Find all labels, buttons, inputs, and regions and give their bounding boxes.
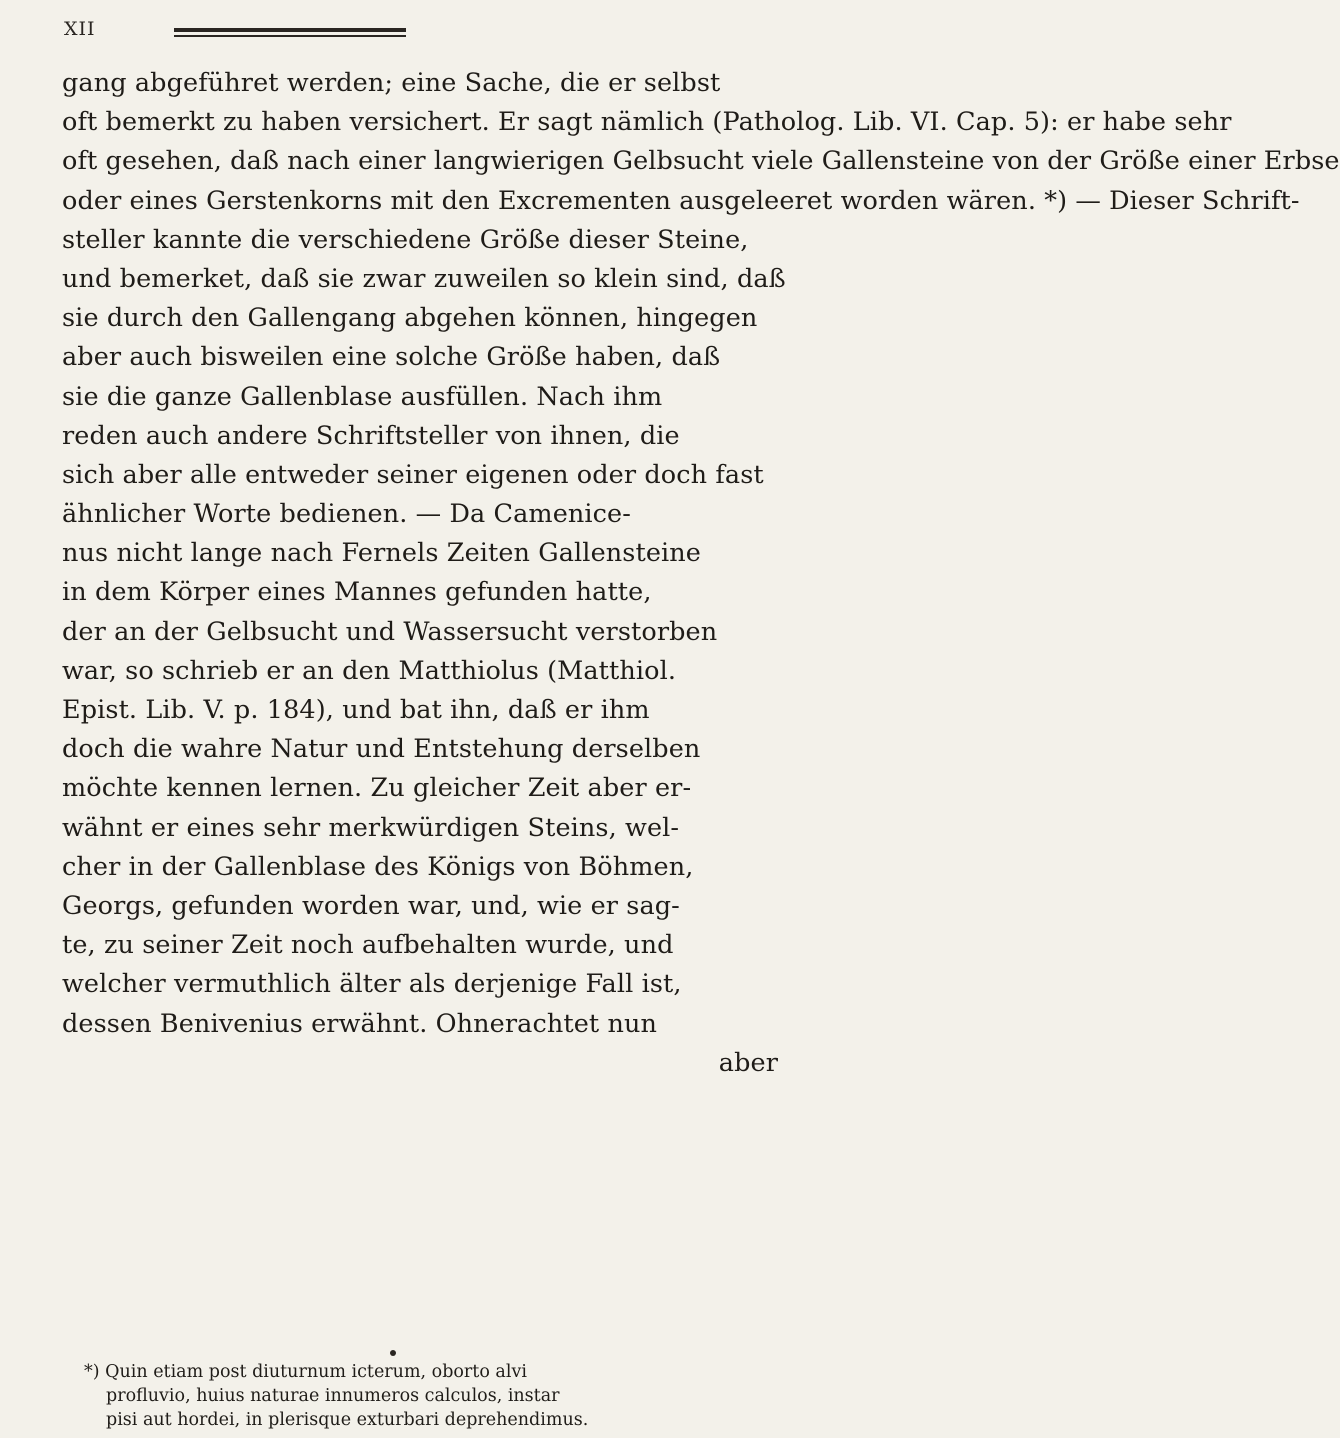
text-line: sich aber alle entweder seiner eigenen oder doch fast: [62, 459, 764, 490]
catchword: aber: [718, 1047, 778, 1078]
page-header: [64, 10, 764, 50]
text-line: steller kannte die verschiedene Größe dieser Steine,: [62, 224, 749, 255]
text-line: reden auch andere Schriftsteller von ihnen, die: [62, 420, 680, 451]
text-line: welcher vermuthlich älter als derjenige Fall ist,: [62, 969, 682, 1000]
text-line: dessen Benivenius erwähnt. Ohnerachtet nun: [62, 1008, 658, 1039]
main-text: [62, 64, 1340, 1083]
text-line: und bemerket, daß sie zwar zuweilen so klein sind, daß: [62, 263, 786, 294]
text-line: nus nicht lange nach Fernels Zeiten Gallensteine: [62, 538, 701, 569]
text-line: sie die ganze Gallenblase ausfüllen. Nach ihm: [62, 381, 663, 412]
text-line: sie durch den Gallengang abgehen können, hingegen: [62, 303, 758, 334]
text-line: Epist. Lib. V. p. 184), und bat ihn, daß er ihm: [62, 695, 650, 725]
text-line: war, so schrieb er an den Matthiolus (Matthiol.: [62, 655, 677, 686]
footnote-line: *) Quin etiam post diuturnum icterum, oborto alvi: [84, 1362, 527, 1382]
text-line: doch die wahre Natur und Entstehung derselben: [62, 734, 701, 765]
text-line: oft bemerkt zu haben versichert. Er sagt nämlich (Patholog. Lib. VI. Cap. 5): er habe sehr: [62, 107, 1232, 138]
footnote-line: profluvio, huius naturae innumeros calculos, instar: [106, 1386, 560, 1406]
text-line: Georgs, gefunden worden war, und, wie er sag-: [62, 890, 680, 921]
text-line: aber auch bisweilen eine solche Größe haben, daß: [62, 342, 721, 373]
page-number: XII: [64, 18, 96, 40]
text-line: oder eines Gerstenkorns mit den Excrementen ausgeleeret worden wären. *) — Dieser Schrift-: [62, 185, 1300, 216]
text-line: in dem Körper eines Mannes gefunden hatte,: [62, 577, 652, 608]
text-line: cher in der Gallenblase des Königs von Böhmen,: [62, 851, 694, 882]
text-line: gang abgeführet werden; eine Sache, die er selbst: [62, 68, 721, 98]
text-line: der an der Gelbsucht und Wassersucht verstorben: [62, 616, 718, 647]
text-line: möchte kennen lernen. Zu gleicher Zeit aber er-: [62, 773, 692, 804]
footnote-separator: [390, 1350, 396, 1356]
text-line: ähnlicher Worte bedienen. — Da Camenice-: [62, 499, 631, 530]
footnote: [84, 1360, 780, 1432]
text-line: oft gesehen, daß nach einer langwierigen Gelbsucht viele Gallensteine von der Größe einer Erbse: [62, 146, 1340, 177]
text-line: wähnt er eines sehr merkwürdigen Steins, wel-: [62, 812, 680, 843]
text-line: te, zu seiner Zeit noch aufbehalten wurde, und: [62, 930, 674, 961]
header-rule: [174, 28, 406, 32]
footnote-line: pisi aut hordei, in plerisque exturbari deprehendimus.: [106, 1410, 589, 1430]
